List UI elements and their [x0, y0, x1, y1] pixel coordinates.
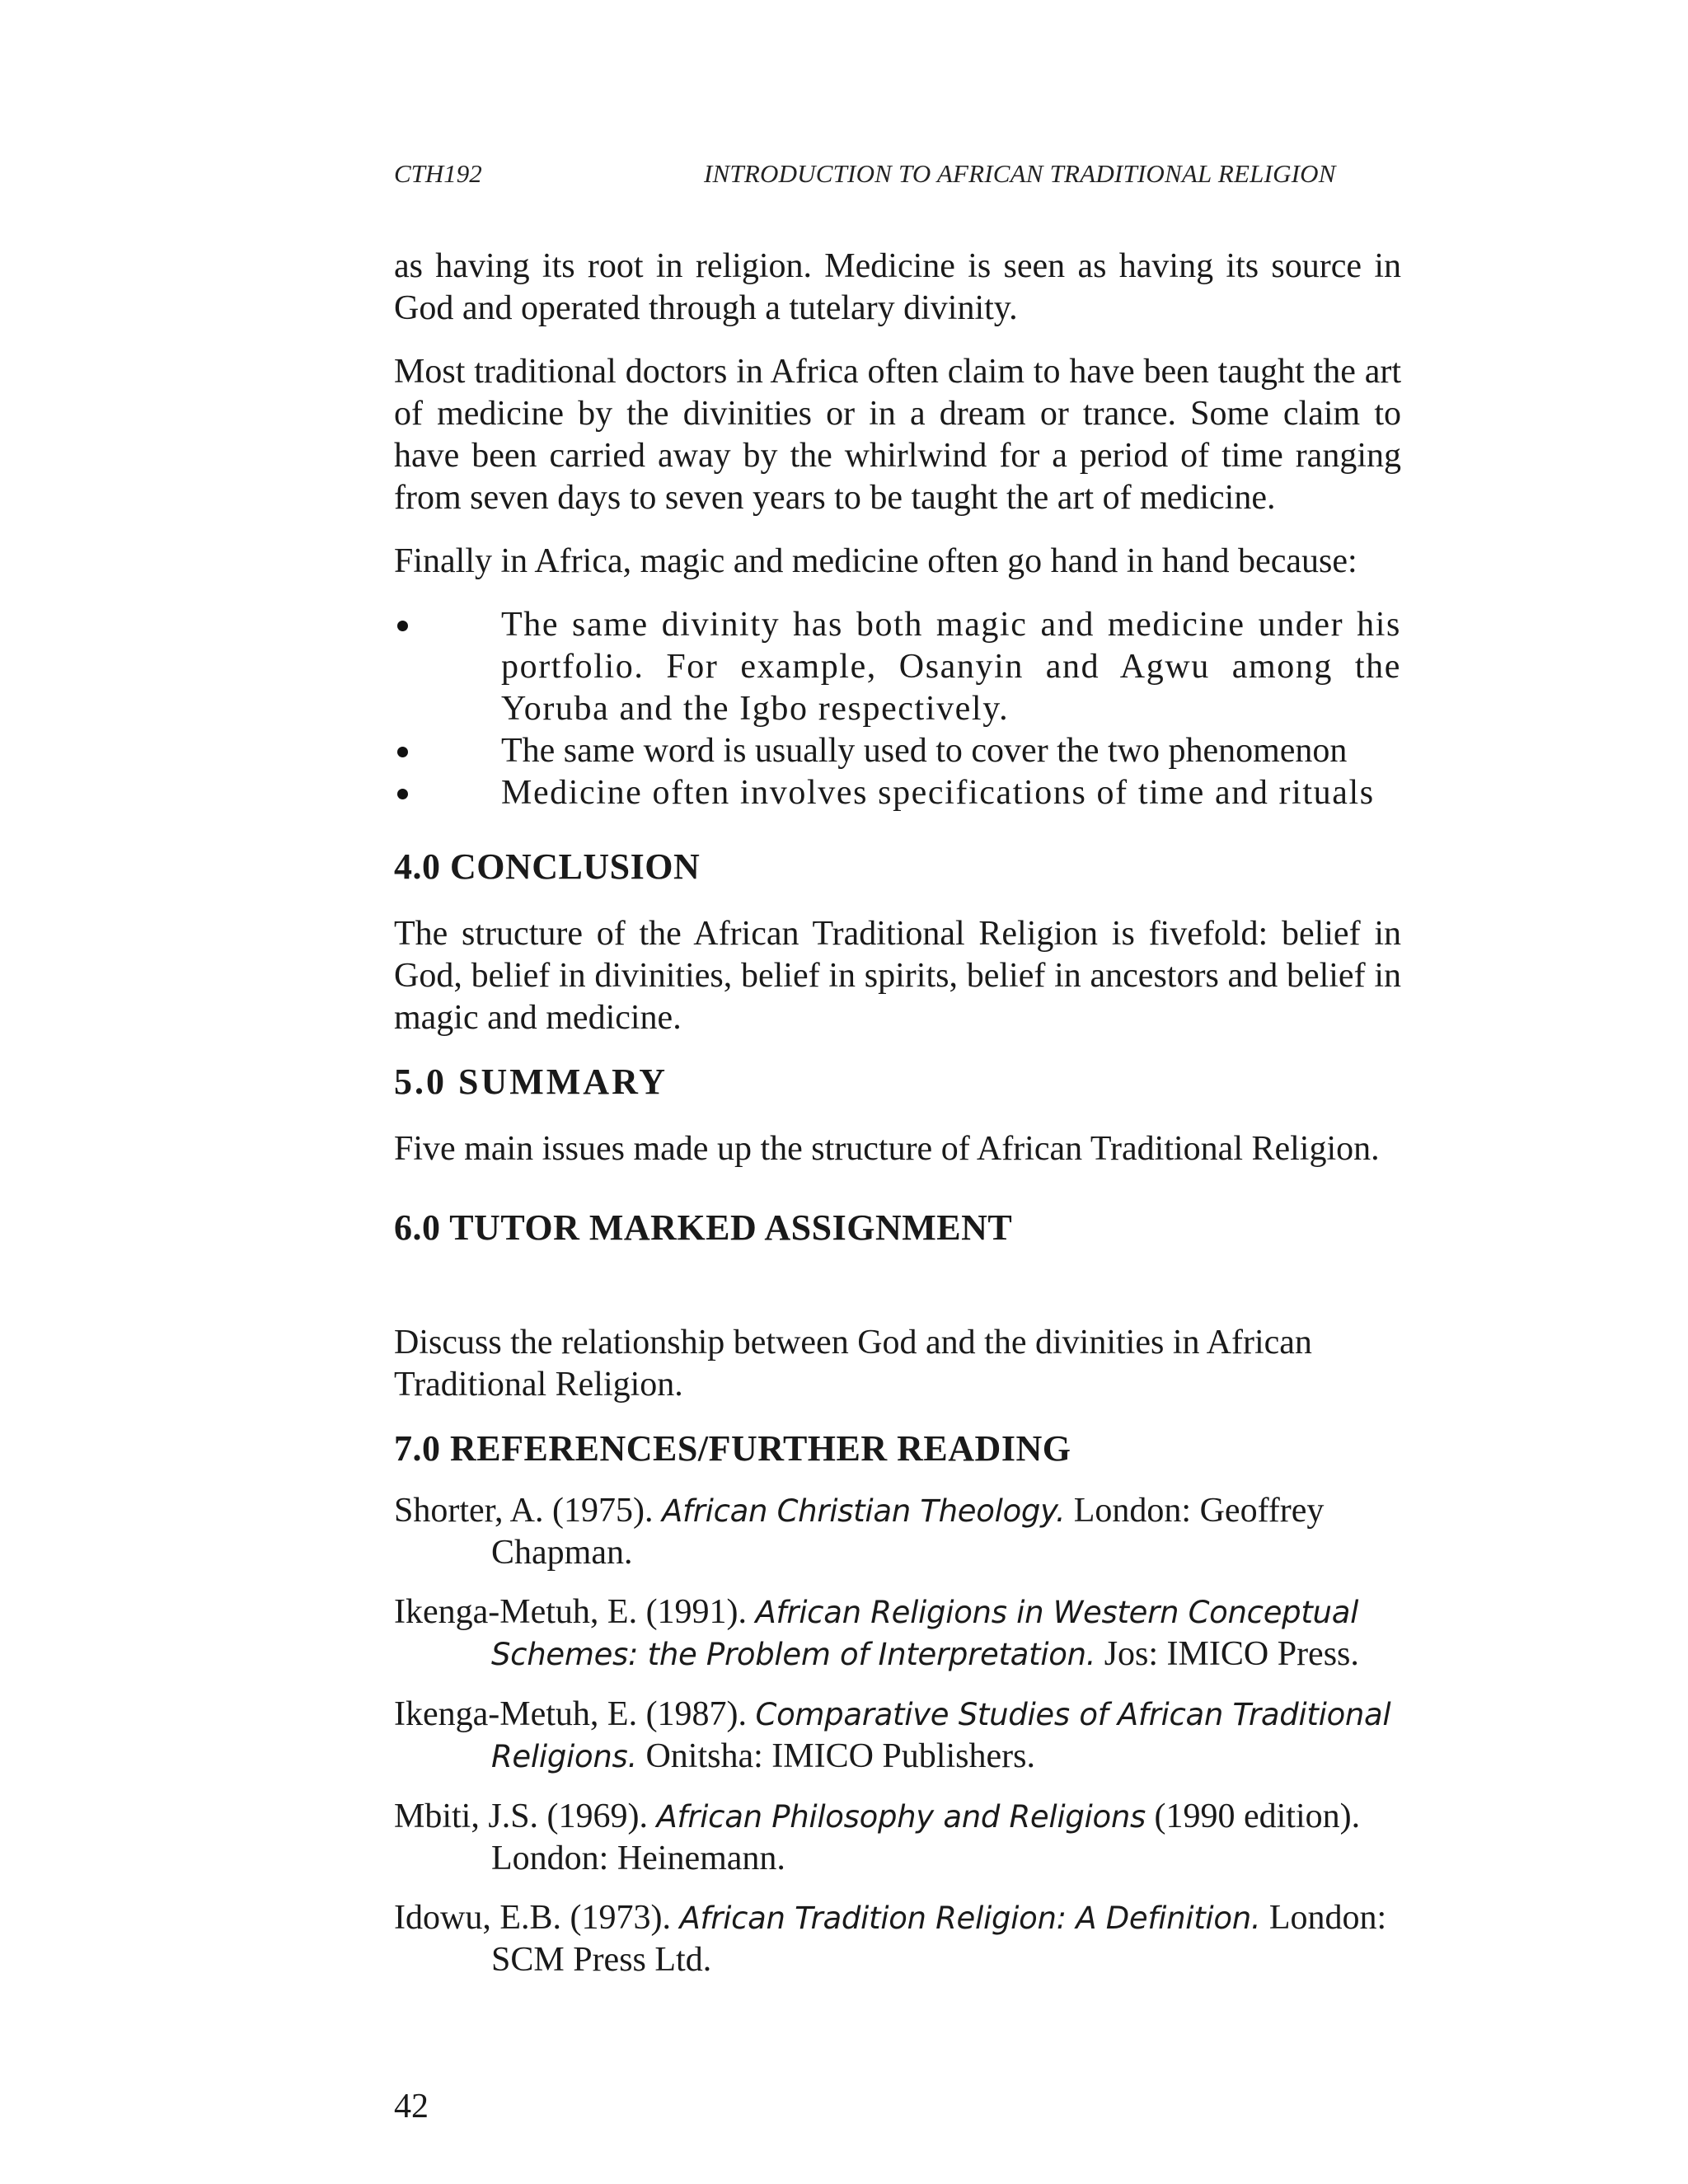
reference-publisher: (1990 edition). London: Heinemann.	[491, 1797, 1361, 1877]
course-title: INTRODUCTION TO AFRICAN TRADITIONAL RELIGION	[704, 159, 1336, 188]
references-list	[394, 1490, 1401, 1980]
reference-title: African Christian Theology.	[661, 1493, 1066, 1529]
reference-item	[394, 1897, 1401, 1980]
reference-publisher: Onitsha: IMICO Publishers.	[636, 1737, 1035, 1775]
reference-item	[394, 1490, 1401, 1573]
list-item	[394, 730, 1401, 772]
reference-publisher: London: Geoffrey Chapman.	[491, 1492, 1325, 1572]
page-content	[394, 246, 1401, 1999]
list-item-text: The same divinity has both magic and medicine under his portfolio. For example, Osanyin and Agwu among the Yoruba and the Igbo respectively.	[501, 606, 1401, 728]
reference-item	[394, 1591, 1401, 1675]
summary-text: Five main issues made up the structure of African Traditional Religion.	[394, 1130, 1380, 1168]
summary-heading: 5.0 SUMMARY	[394, 1062, 668, 1102]
reference-author: Ikenga-Metuh, E. (1991).	[394, 1593, 756, 1631]
reference-author: Shorter, A. (1975).	[394, 1492, 662, 1530]
references-heading: 7.0 REFERENCES/FURTHER READING	[394, 1428, 1071, 1469]
reference-author: Ikenga-Metuh, E. (1987).	[394, 1695, 756, 1733]
paragraph-magic-medicine-intro: Finally in Africa, magic and medicine often go hand in hand because:	[394, 542, 1357, 580]
list-item	[394, 772, 1401, 814]
reference-title: African Tradition Religion: A Definition.	[679, 1900, 1261, 1936]
conclusion-heading: 4.0 CONCLUSION	[394, 846, 701, 887]
bullet-icon	[397, 621, 408, 631]
assignment-text: Discuss the relationship between God and the divinities in African Traditional Religion.	[394, 1324, 1312, 1404]
page-number: 42	[394, 2088, 429, 2125]
bullet-icon	[397, 789, 408, 799]
reference-title: African Philosophy and Religions	[656, 1799, 1146, 1835]
reference-author: Idowu, E.B. (1973).	[394, 1899, 680, 1937]
reference-publisher: London: SCM Press Ltd.	[491, 1899, 1387, 1979]
reference-title: African Religions in Western Conceptual Schemes: the Problem of Interpretation.	[491, 1595, 1359, 1672]
bullet-icon	[397, 747, 408, 757]
assignment-heading: 6.0 TUTOR MARKED ASSIGNMENT	[394, 1207, 1013, 1248]
list-item	[394, 604, 1401, 730]
paragraph-medicine-source: as having its root in religion. Medicine is seen as having its source in God and operated through a tutelary divinity.	[394, 247, 1401, 327]
course-code: CTH192	[394, 159, 482, 188]
reference-title: Comparative Studies of African Traditional Religions.	[491, 1697, 1391, 1774]
reference-item	[394, 1694, 1401, 1778]
reference-author: Mbiti, J.S. (1969).	[394, 1797, 657, 1835]
list-item-text: Medicine often involves specifications of time and rituals	[501, 774, 1375, 812]
list-item-text: The same word is usually used to cover the two phenomenon	[501, 732, 1348, 770]
reference-publisher: Jos: IMICO Press.	[1095, 1635, 1359, 1673]
bullet-list	[394, 604, 1401, 814]
reference-item	[394, 1796, 1401, 1879]
conclusion-text: The structure of the African Traditional Religion is fivefold: belief in God, belief in divinities, belief in spirits, belief in ancestors and belief in magic and medicine.	[394, 915, 1401, 1037]
paragraph-traditional-doctors: Most traditional doctors in Africa often claim to have been taught the art of medicine by the divinities or in a dream or trance. Some claim to have been carried away by the whirlwind for a period of time ranging from seven days to seven years to be taught the art of medicine.	[394, 353, 1401, 517]
